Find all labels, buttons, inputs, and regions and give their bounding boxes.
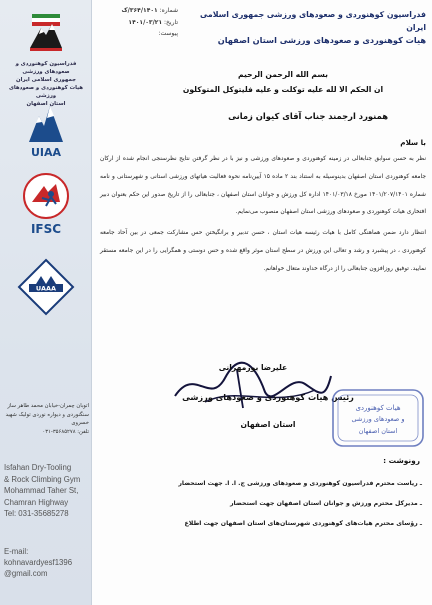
phone-fa-text: تلفن: ۳۵۶۸۵۲۷۸-۰۳۱ (42, 428, 89, 435)
uiaa-label: UIAA (30, 146, 62, 159)
address-en-line: Isfahan Dry-Tooling (4, 463, 72, 472)
official-stamp (330, 386, 426, 450)
uiaa-mountain-icon (23, 102, 69, 146)
org-header-line: هیات کوهنوردی و صعودهای ورزشی استان اصفهان (217, 35, 426, 45)
sidebar-title-line: استان اصفهان (26, 101, 66, 107)
sidebar-title-line: جمهوری اسلامی ایران (16, 77, 76, 83)
body-paragraph: نظر به حسن سوابق جنابعالی در زمینه کوهنوردی و صعودهای ورزشی و نیز با در نظر گرفتن نتایج نظرسنجی انجام شده از ارکان جامعه کوهنوردی استان اصفهان بدینوسیله به استناد بند ۲ ماده ۱۵ آیین‌نامه نحوه فعالیت هیاتهای ورزشی استانی و شهرستانی و نامه شماره ۱۴۰۱/۲۰۷/۱۴۰۱ مورخ ۱۴۰۱/۰۳/۱۸ اداره کل ورزش و جوانان استان اصفهان ، جنابعالی را از تاریخ صدور این حکم بعنوان دبیر افتخاری هیات کوهنوردی و صعودهای ورزشی استان اصفهان منصوب می‌نمایم. (100, 156, 426, 216)
sidebar-address-en (4, 462, 90, 520)
letter-number (98, 5, 178, 17)
federation-logo (0, 8, 92, 56)
email-value: kohnavardyesf1396 (4, 558, 73, 567)
org-header-line: فدراسیون کوهنوردی و صعودهای ورزشی جمهوری اسلامی ایران (199, 10, 426, 32)
date-label: تاریخ: (164, 18, 178, 26)
uaaa-label: UAAA (35, 284, 57, 293)
number-value: ۳۶۴/۱۴۰۱/ک (121, 7, 158, 14)
org-header (186, 8, 426, 47)
sidebar-org-title (3, 60, 89, 108)
uaaa-logo (0, 258, 92, 316)
letter-meta (98, 5, 178, 40)
address-en-line: & Rock Climbing Gym (4, 474, 81, 484)
letterhead-sidebar (0, 0, 92, 605)
uaaa-diamond-icon (17, 258, 75, 316)
mountain-flag-icon (26, 8, 66, 56)
email-label: E-mail: (4, 547, 29, 556)
uiaa-logo (0, 102, 92, 159)
verse: ان الحکم الا لله علیه توکلت و علیه فلیتوکل المتوکلون (182, 85, 384, 94)
sidebar-address-fa (3, 402, 89, 436)
stamp-text: و صعودهای ورزشی (351, 415, 405, 423)
sidebar-email (4, 546, 92, 579)
ifsc-climber-icon (22, 172, 70, 222)
stamp-text: استان اصفهان (358, 427, 398, 435)
address-en-line: Chamran Highway (4, 497, 69, 507)
letter-attachment (98, 28, 178, 40)
recipient: همنورد ارجمند جناب آقای کیوان زمانی (228, 111, 388, 121)
stamp-text: هیات کوهنوردی (355, 404, 401, 412)
copies-title: رونوشت : (383, 456, 420, 465)
basmala: بسم الله الرحمن الرحیم (238, 70, 328, 79)
ifsc-logo (0, 172, 92, 236)
ifsc-label: IFSC (30, 222, 62, 236)
email-value: @gmail.com (4, 569, 48, 578)
signer-title: رئیس هیات کوهنوردی و صعودهای ورزشی (182, 392, 354, 402)
phone-en-line: Tel: 031-35685278 (4, 509, 69, 519)
salutation: با سلام (400, 138, 426, 147)
signer-name: علیرضا بوزمهرانی (218, 363, 288, 372)
sidebar-title-line: هیات کوهنوردی و صعودهای ورزشی (8, 85, 84, 99)
copy-item: ـ مدیرکل محترم ورزش و جوانان استان اصفهان جهت استحضار (230, 500, 422, 507)
sidebar-title-line: فدراسیون کوهنوردی و صعودهای ورزشی (15, 61, 77, 75)
signer-city: استان اصفهان (240, 420, 296, 429)
date-value: ۱۴۰۱/۰۳/۲۱ (128, 18, 163, 26)
letter-date (98, 17, 178, 29)
attachment-label: پیوست: (158, 30, 178, 37)
body-paragraph: انتظار دارد ضمن هماهنگی کامل با هیات رئیسه هیات استان ، حسن تدبیر و برانگیختن حس مشارکت جمعی در بین آحاد جامعه کوهنوردی ، در پیشبرد و رشد و تعالی این ورزش در سطح استان موثر واقع شده و حس دوستی و همگرایی را در این جامعه مستقر نمایید. توفیق روزافزون جنابعالی را از درگاه خداوند متعال خواهانم. (100, 230, 426, 272)
address-en-line: Mohammad Taher St, (4, 486, 79, 496)
number-label: شماره: (159, 7, 178, 14)
address-fa-text: اتوبان چمران-خیابان محمد طاهر ساز سنگنوردی و دیواره نوردی تولیک شهید خسروی (5, 403, 89, 427)
copies-list (150, 474, 422, 534)
copy-item: ـ ریاست محترم فدراسیون کوهنوردی و صعودهای ورزشی ج. ا. ا. جهت استحضار (178, 480, 422, 487)
copy-item: ـ رؤسای محترم هیات‌های کوهنوردی شهرستان‌های استان اصفهان جهت اطلاع (184, 520, 422, 527)
letter-body (100, 70, 426, 279)
